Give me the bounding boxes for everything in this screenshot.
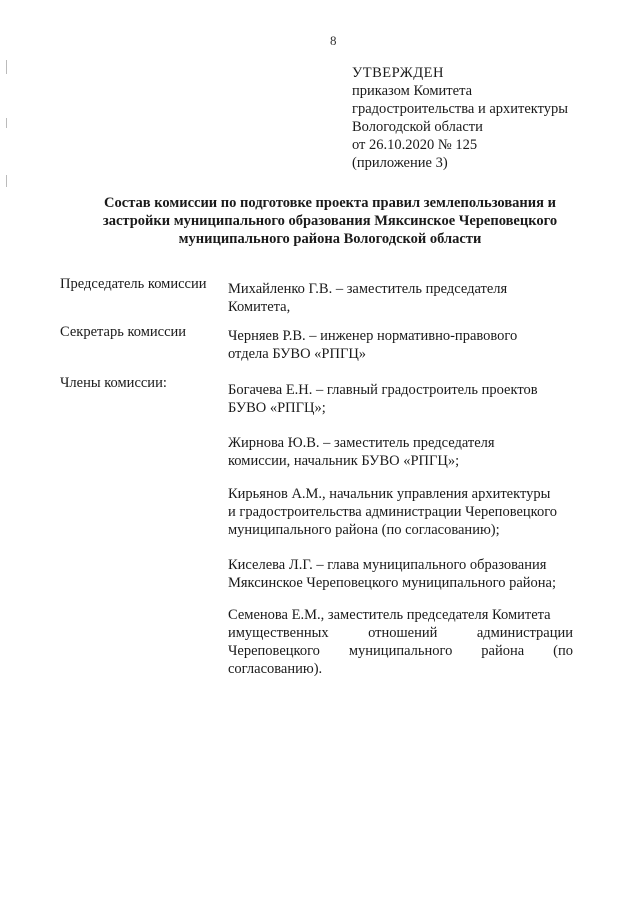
- entry-member-zhirnova: [228, 434, 495, 470]
- entry-member-kiseleva: [228, 556, 556, 592]
- entry-line: муниципального района (по согласованию);: [228, 522, 500, 538]
- approval-line: градостроительства и архитектуры: [352, 101, 569, 117]
- page-number: 8: [330, 33, 337, 48]
- entry-chair: [228, 280, 507, 316]
- scan-edge-mark: [6, 60, 7, 74]
- role-chair: Председатель комиссии: [60, 276, 207, 292]
- entry-secretary: [228, 327, 517, 363]
- entry-line: Мяксинское Череповецкого муниципального района;: [228, 575, 556, 591]
- entry-line: Семенова Е.М., заместитель председателя Комитета: [228, 607, 551, 623]
- entry-justified-line: [228, 624, 573, 642]
- entry-line: согласованию).: [228, 661, 323, 677]
- approval-appendix: (приложение 3): [352, 155, 448, 171]
- entry-line: Жирнова Ю.В. – заместитель председателя: [228, 435, 495, 451]
- scan-edge-mark: [6, 118, 7, 128]
- entry-word: отношений: [368, 625, 438, 641]
- entry-member-semenova: [228, 606, 573, 678]
- approval-line: приказом Комитета: [352, 83, 473, 99]
- role-members: Члены комиссии:: [60, 375, 167, 391]
- entry-word: Череповецкого: [228, 643, 320, 659]
- entry-line: отдела БУВО «РПГЦ»: [228, 346, 367, 362]
- entry-line: и градостроительства администрации Череповецкого: [228, 504, 558, 520]
- approval-line: Вологодской области: [352, 119, 483, 135]
- entry-word: района: [481, 643, 525, 659]
- approval-heading: УТВЕРЖДЕН: [352, 65, 444, 81]
- entry-line: Комитета,: [228, 299, 291, 315]
- entry-line: комиссии, начальник БУВО «РПГЦ»;: [228, 453, 460, 469]
- entry-line: Черняев Р.В. – инженер нормативно-правового: [228, 328, 518, 344]
- title-line: Состав комиссии по подготовке проекта правил землепользования и: [104, 195, 556, 211]
- entry-line: БУВО «РПГЦ»;: [228, 400, 326, 416]
- entry-line: Богачева Е.Н. – главный градостроитель проектов: [228, 382, 538, 398]
- title-line: муниципального района Вологодской области: [178, 231, 482, 247]
- entry-line: Киселева Л.Г. – глава муниципального образования: [228, 557, 547, 573]
- role-secretary: Секретарь комиссии: [60, 324, 187, 340]
- entry-word: муниципального: [348, 643, 453, 659]
- entry-member-bogacheva: [228, 381, 538, 417]
- title-line: застройки муниципального образования Мяксинское Череповецкого: [102, 213, 558, 229]
- entry-justified-line: [228, 642, 573, 660]
- entry-member-kiryanov: [228, 485, 557, 539]
- entry-word: имущественных: [228, 625, 329, 641]
- entry-word: администрации: [476, 625, 573, 641]
- entry-word: (по: [553, 643, 573, 659]
- scan-edge-mark: [6, 175, 7, 187]
- entry-line: Михайленко Г.В. – заместитель председателя: [228, 281, 508, 297]
- entry-line: Кирьянов А.М., начальник управления архитектуры: [228, 486, 551, 502]
- approval-block: [352, 64, 568, 172]
- document-title: [80, 194, 580, 248]
- approval-date-number: от 26.10.2020 № 125: [352, 137, 478, 153]
